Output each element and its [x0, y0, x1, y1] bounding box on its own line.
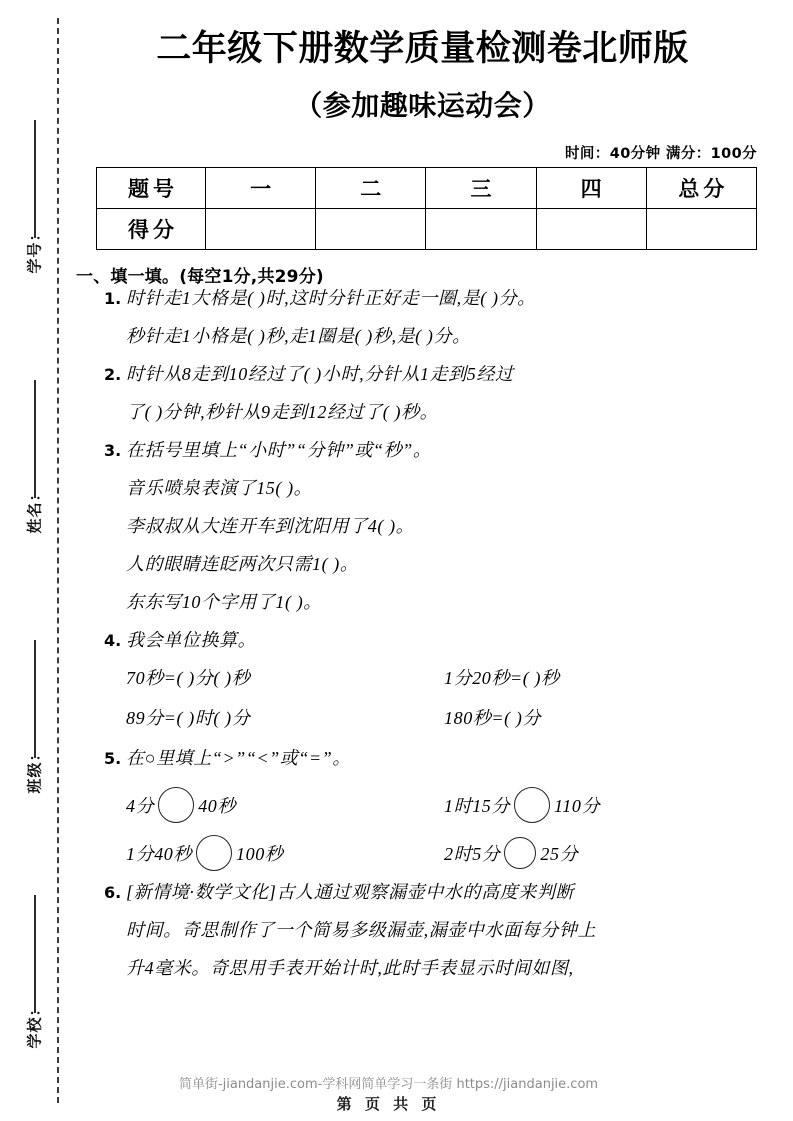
question-3-line-4 [104, 555, 793, 593]
exam-meta-info: 时间：40分钟 满分：100分 [565, 145, 757, 162]
page-number-footer: 第 页 共 页 [336, 1095, 441, 1113]
question-3 [104, 441, 793, 631]
question-1 [104, 289, 793, 365]
score-table [96, 167, 757, 250]
question-6-line-2 [104, 921, 793, 959]
sidebar-label-student-id: 学号： [25, 225, 44, 274]
question-5-title: 在○里填上“>”“<”或“=”。 [126, 747, 351, 768]
question-6-line-1 [104, 883, 793, 921]
question-3-number: 3. [104, 440, 122, 460]
question-5-row-2 [126, 835, 578, 875]
score-cell-0[interactable] [206, 208, 316, 249]
score-table-col-2: 三 [426, 167, 536, 208]
question-4-row-1-left: 70秒=( )分( )秒 [126, 667, 251, 688]
question-5-row-1 [126, 787, 600, 827]
question-4-title: 我会单位换算。 [126, 629, 257, 650]
compare-4-circle[interactable] [504, 837, 536, 869]
question-5 [104, 749, 793, 883]
compare-4-left-operand: 2时5分 [444, 843, 501, 864]
question-2-line-1 [104, 365, 793, 403]
score-table-row-label-1: 得分 [97, 208, 206, 249]
question-2-text-2: 了( )分钟,秒针从9走到12经过了( )秒。 [126, 401, 439, 422]
question-3-text-1: 在括号里填上“小时”“分钟”或“秒”。 [126, 439, 432, 460]
question-2-text-1: 时针从8走到10经过了( )小时,分针从1走到5经过 [126, 363, 514, 384]
question-4-number: 4. [104, 630, 122, 650]
compare-2-right-operand: 110分 [554, 795, 601, 816]
question-5-row-2-right [444, 837, 578, 869]
question-5-number: 5. [104, 748, 122, 768]
compare-1-left-operand: 4分 [126, 795, 155, 816]
score-table-col-0: 一 [206, 167, 316, 208]
question-3-line-5 [104, 593, 793, 631]
title-block [70, 0, 793, 124]
question-5-line-3 [104, 835, 793, 883]
site-watermark: 简单街-jiandanjie.com-学科网简单学习一条街 https://jiandanjie.com [178, 1077, 599, 1092]
compare-3-circle[interactable] [196, 835, 232, 871]
question-1-line-2 [104, 327, 793, 365]
question-4-line-3 [104, 709, 793, 749]
question-4-row-2-right: 180秒=( )分 [444, 707, 542, 728]
question-list [70, 289, 793, 997]
question-4 [104, 631, 793, 749]
question-1-line-1 [104, 289, 793, 327]
question-3-line-2 [104, 479, 793, 517]
question-6-text-3: 升4毫米。奇思用手表开始计时,此时手表显示时间如图, [126, 957, 574, 978]
question-2-number: 2. [104, 364, 122, 384]
question-2-line-2 [104, 403, 793, 441]
compare-4-right-operand: 25分 [540, 843, 579, 864]
compare-3-left-operand: 1分40秒 [126, 843, 192, 864]
question-4-line-1 [104, 631, 793, 669]
score-table-container [96, 167, 757, 250]
question-4-row-2 [126, 709, 541, 749]
table-row-scores [97, 208, 757, 249]
question-3-text-4: 人的眼睛连眨两次只需1( )。 [126, 553, 359, 574]
question-3-text-3: 李叔叔从大连开车到沈阳用了4( )。 [126, 515, 415, 536]
score-cell-1[interactable] [316, 208, 426, 249]
score-table-row-label-0: 题号 [97, 167, 206, 208]
sidebar-rule-1 [34, 120, 36, 238]
sidebar-label-school: 学校： [25, 1000, 44, 1049]
compare-3-right-operand: 100秒 [236, 843, 284, 864]
question-6-text-2: 时间。奇思制作了一个简易多级漏壶,漏壶中水面每分钟上 [126, 919, 597, 940]
seal-dashed-line [57, 18, 59, 1103]
sidebar-rule-3 [34, 640, 36, 758]
question-6-line-3 [104, 959, 793, 997]
question-5-row-1-left [126, 787, 444, 823]
score-table-col-4: 总分 [646, 167, 756, 208]
question-3-line-1 [104, 441, 793, 479]
sidebar-rule-2 [34, 380, 36, 498]
page-title: 二年级下册数学质量检测卷北师版 [156, 29, 689, 69]
exam-paper-body [70, 0, 793, 1121]
question-3-text-2: 音乐喷泉表演了15( )。 [126, 477, 313, 498]
score-cell-4[interactable] [646, 208, 756, 249]
question-4-row-1-right: 1分20秒=( )秒 [444, 667, 560, 688]
sidebar-label-name: 姓名： [25, 485, 44, 534]
question-6-number: 6. [104, 882, 122, 902]
question-1-text-1: 时针走1大格是( )时,这时分针正好走一圈,是( )分。 [126, 287, 536, 308]
question-4-row-1 [126, 669, 560, 709]
score-table-col-3: 四 [536, 167, 646, 208]
compare-2-left-operand: 1时15分 [444, 795, 510, 816]
question-1-text-2: 秒针走1小格是( )秒,走1圈是( )秒,是( )分。 [126, 325, 471, 346]
score-cell-3[interactable] [536, 208, 646, 249]
page-margin-sidebar [0, 0, 70, 1121]
question-4-line-2 [104, 669, 793, 709]
sidebar-rule-4 [34, 895, 36, 1013]
section-heading-1: 一、填一填。(每空1分,共29分) [76, 266, 324, 287]
question-5-row-2-left [126, 835, 444, 871]
score-cell-2[interactable] [426, 208, 536, 249]
question-5-row-1-right [444, 787, 600, 823]
sidebar-label-class: 班级： [25, 745, 44, 794]
compare-2-circle[interactable] [514, 787, 550, 823]
question-3-text-5: 东东写10个字用了1( )。 [126, 591, 322, 612]
table-row-header [97, 167, 757, 208]
question-6-text-1: [新情境·数学文化]古人通过观察漏壶中水的高度来判断 [126, 881, 575, 902]
question-3-line-3 [104, 517, 793, 555]
question-4-row-2-left: 89分=( )时( )分 [126, 707, 251, 728]
compare-1-right-operand: 40秒 [198, 795, 237, 816]
question-5-line-1 [104, 749, 793, 787]
question-6 [104, 883, 793, 997]
question-1-number: 1. [104, 288, 122, 308]
page-subtitle: （参加趣味运动会） [294, 88, 551, 122]
question-2 [104, 365, 793, 441]
compare-1-circle[interactable] [158, 787, 194, 823]
question-5-line-2 [104, 787, 793, 835]
score-table-col-1: 二 [316, 167, 426, 208]
